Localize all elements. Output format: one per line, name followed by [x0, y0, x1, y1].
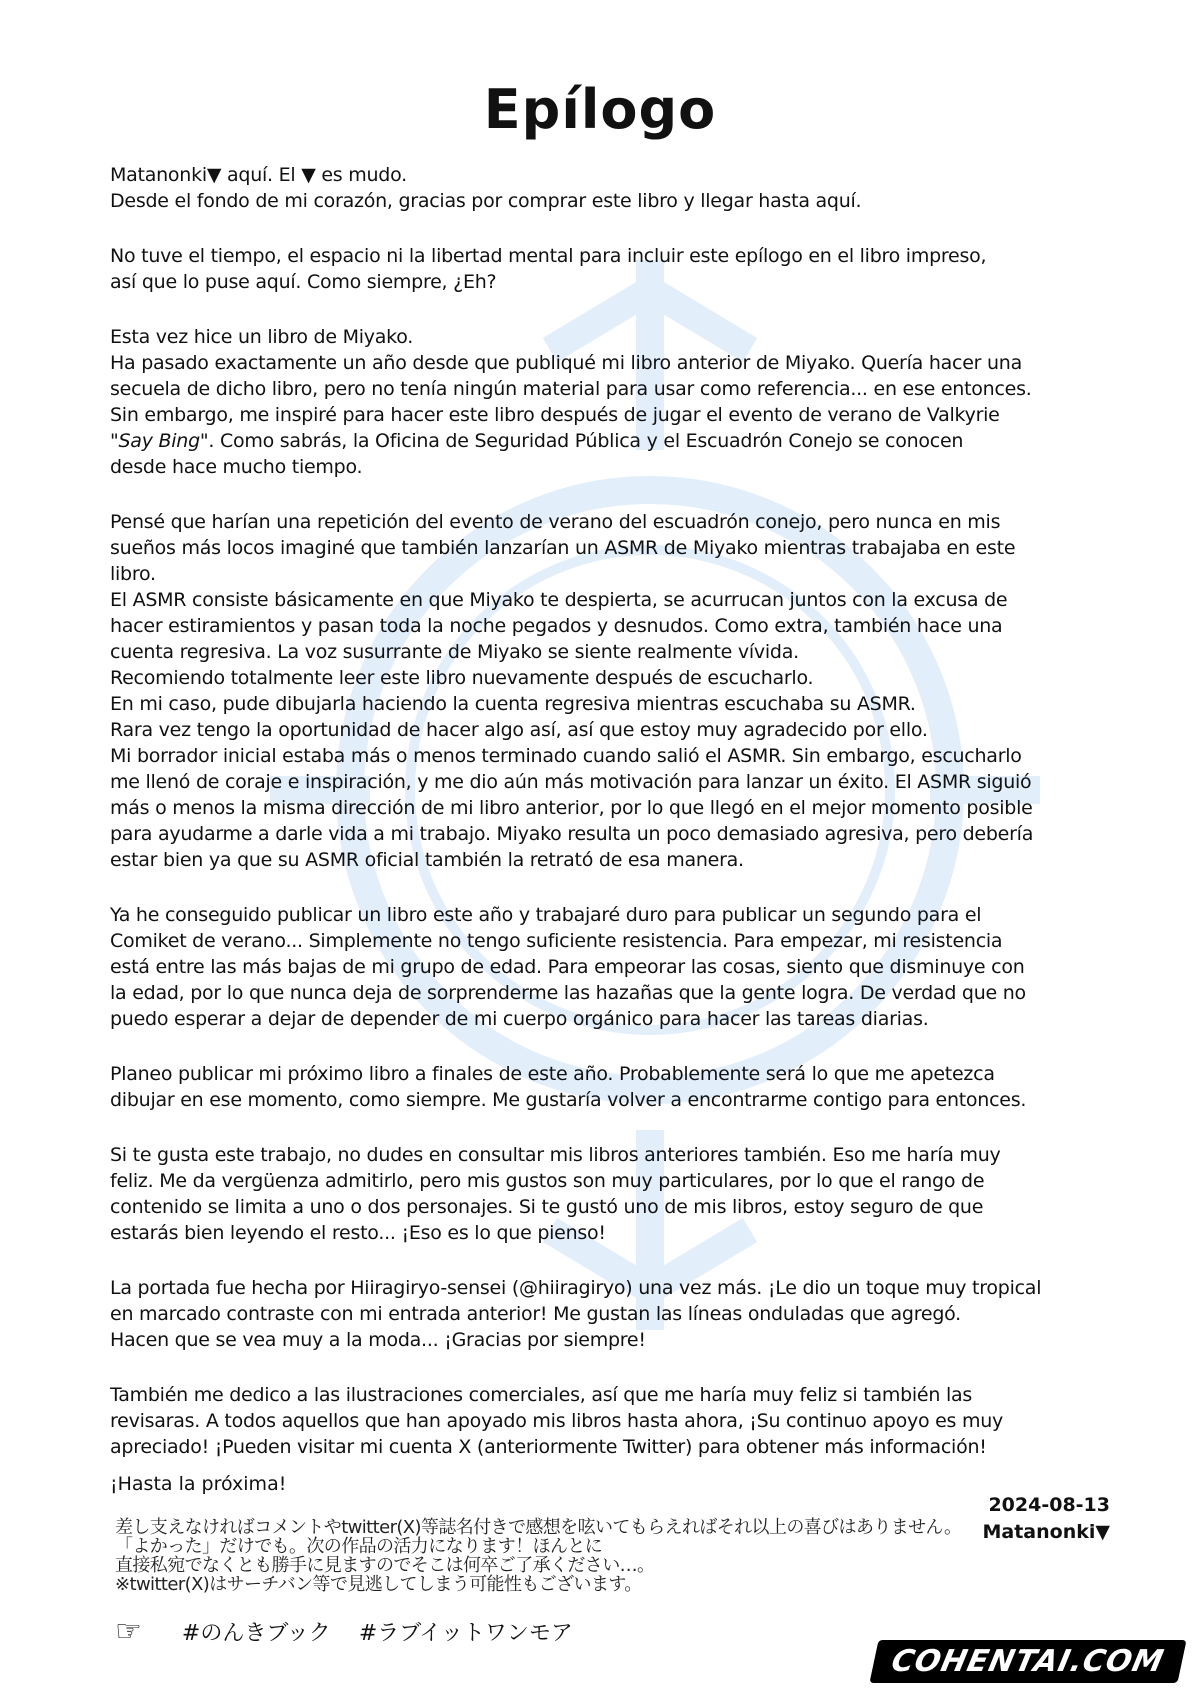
- text-line: Recomiendo totalmente leer este libro nuevamente después de escucharlo.: [110, 667, 814, 689]
- text-line: está entre las más bajas de mi grupo de edad. Para empeorar las cosas, siento que disminuye con: [110, 956, 1025, 978]
- japanese-note-line: 「よかった」だけでも。次の作品の活力になります！ほんとに: [115, 1536, 603, 1557]
- paragraph: [110, 324, 1110, 480]
- text-line: Pensé que harían una repetición del evento de verano del escuadrón conejo, pero nunca en mis: [110, 511, 1001, 533]
- hashtag[interactable]: #ラブイットワンモア: [358, 1621, 573, 1646]
- paragraph: [110, 1382, 1110, 1460]
- text-line: desde hace mucho tiempo.: [110, 456, 363, 478]
- text-line: en marcado contraste con mi entrada anterior! Me gustan las líneas onduladas que agregó.: [110, 1303, 961, 1325]
- text-line: sueños más locos imaginé que también lanzarían un ASMR de Miyako mientras trabajaba en este: [110, 537, 1016, 559]
- paragraph: [110, 162, 1110, 214]
- text-line: así que lo puse aquí. Como siempre, ¿Eh?: [110, 271, 497, 293]
- text-line: secuela de dicho libro, pero no tenía ningún material para usar como referencia... en ese entonces.: [110, 378, 1032, 400]
- site-logo-watermark: COHENTAI.COM: [870, 1640, 1187, 1683]
- text-line: La portada fue hecha por Hiiragiryo-sensei (@hiiragiryo) una vez más. ¡Le dio un toque muy tropical: [110, 1277, 1042, 1299]
- text-line: libro.: [110, 563, 156, 585]
- text-line: estarás bien leyendo el resto... ¡Eso es lo que pienso!: [110, 1222, 606, 1244]
- signature-author: Matanonki▼: [982, 1521, 1110, 1543]
- text-line: Matanonki▼ aquí. El ▼ es mudo.: [110, 164, 407, 186]
- text-line: No tuve el tiempo, el espacio ni la libertad mental para incluir este epílogo en el libro impreso,: [110, 245, 987, 267]
- text-line: estar bien ya que su ASMR oficial también la retrató de esa manera.: [110, 849, 744, 871]
- paragraph: [110, 509, 1110, 873]
- text-line: Rara vez tengo la oportunidad de hacer algo así, así que estoy muy agradecido por ello.: [110, 719, 928, 741]
- text-line: Si te gusta este trabajo, no dudes en consultar mis libros anteriores también. Eso me haría muy: [110, 1144, 1001, 1166]
- text-line: cuenta regresiva. La voz susurrante de Miyako se siente realmente vívida.: [110, 641, 799, 663]
- paragraph: [110, 1142, 1110, 1246]
- text-line: Ya he conseguido publicar un libro este año y trabajaré duro para publicar un segundo para el: [110, 904, 982, 926]
- paragraph: [110, 902, 1110, 1032]
- epilogue-body: [110, 162, 1110, 1489]
- page-title: Epílogo: [483, 78, 717, 142]
- hashtag[interactable]: #のんきブック: [181, 1621, 331, 1646]
- paragraph: [110, 1275, 1110, 1353]
- japanese-note: [115, 1518, 1195, 1594]
- signature-date: 2024-08-13: [988, 1494, 1110, 1516]
- text-line: Sin embargo, me inspiré para hacer este libro después de jugar el evento de verano de Valkyrie: [110, 404, 1000, 426]
- text-line: El ASMR consiste básicamente en que Miyako te despierta, se acurrucan juntos con la excusa de: [110, 589, 1008, 611]
- text-line: "Say Bing". Como sabrás, la Oficina de Seguridad Pública y el Escuadrón Conejo se conocen: [110, 430, 964, 452]
- event-name: "Say Bing": [110, 430, 209, 452]
- paragraph: [110, 1061, 1110, 1113]
- text-line: Esta vez hice un libro de Miyako.: [110, 326, 414, 348]
- text-line: Mi borrador inicial estaba más o menos terminado cuando salió el ASMR. Sin embargo, escucharlo: [110, 745, 1022, 767]
- japanese-note-line: 直接私宛でなくとも勝手に見ますのでそこは何卒ご了承ください…。: [115, 1555, 655, 1576]
- text-line: revisaras. A todos aquellos que han apoyado mis libros hasta ahora, ¡Su continuo apoyo es muy: [110, 1410, 1004, 1432]
- text-line: me llenó de coraje e inspiración, y me dio aún más motivación para lanzar un éxito. El ASMR siguió: [110, 771, 1032, 793]
- text-line: Desde el fondo de mi corazón, gracias por comprar este libro y llegar hasta aquí.: [110, 190, 862, 212]
- text-line: feliz. Me da vergüenza admitirlo, pero mis gustos son muy particulares, por lo que el rango de: [110, 1170, 985, 1192]
- japanese-note-line: ※twitter(X)はサーチバン等で見逃してしまう可能性もございます。: [115, 1574, 642, 1595]
- text-line: contenido se limita a uno o dos personajes. Si te gustó uno de mis libros, estoy seguro de que: [110, 1196, 984, 1218]
- japanese-note-line: 差し支えなければコメントやtwitter(X)等誌名付きで感想を呟いてもらえればそれ以上の喜びはありません。: [115, 1517, 962, 1538]
- paragraph: [110, 243, 1110, 295]
- hashtag-row: [115, 1614, 573, 1649]
- text-line: apreciado! ¡Pueden visitar mi cuenta X (anteriormente Twitter) para obtener más información!: [110, 1436, 987, 1458]
- text-line: Ha pasado exactamente un año desde que publiqué mi libro anterior de Miyako. Quería hacer una: [110, 352, 1022, 374]
- text-line: También me dedico a las ilustraciones comerciales, así que me haría muy feliz si también las: [110, 1384, 973, 1406]
- signoff-text: ¡Hasta la próxima!: [110, 1473, 287, 1495]
- pointing-hand-icon: ☞: [115, 1614, 142, 1649]
- text-line: más o menos la misma dirección de mi libro anterior, por lo que llegó en el mejor momento posible: [110, 797, 1033, 819]
- text-line: dibujar en ese momento, como siempre. Me gustaría volver a encontrarme contigo para entonces.: [110, 1089, 1027, 1111]
- text-line: Hacen que se vea muy a la moda... ¡Gracias por siempre!: [110, 1329, 646, 1351]
- text-line: la edad, por lo que nunca deja de sorprenderme las hazañas que la gente logra. De verdad que no: [110, 982, 1026, 1004]
- text-line: Comiket de verano... Simplemente no tengo suficiente resistencia. Para empezar, mi resistencia: [110, 930, 1003, 952]
- text-line: para ayudarme a darle vida a mi trabajo. Miyako resulta un poco demasiado agresiva, pero debería: [110, 823, 1034, 845]
- text-line: hacer estiramientos y pasan toda la noche pegados y desnudos. Como extra, también hace una: [110, 615, 1003, 637]
- text-line: En mi caso, pude dibujarla haciendo la cuenta regresiva mientras escuchaba su ASMR.: [110, 693, 916, 715]
- text-line: puedo esperar a dejar de depender de mi cuerpo orgánico para hacer las tareas diarias.: [110, 1008, 929, 1030]
- text-line: Planeo publicar mi próximo libro a finales de este año. Probablemente será lo que me apetezca: [110, 1063, 995, 1085]
